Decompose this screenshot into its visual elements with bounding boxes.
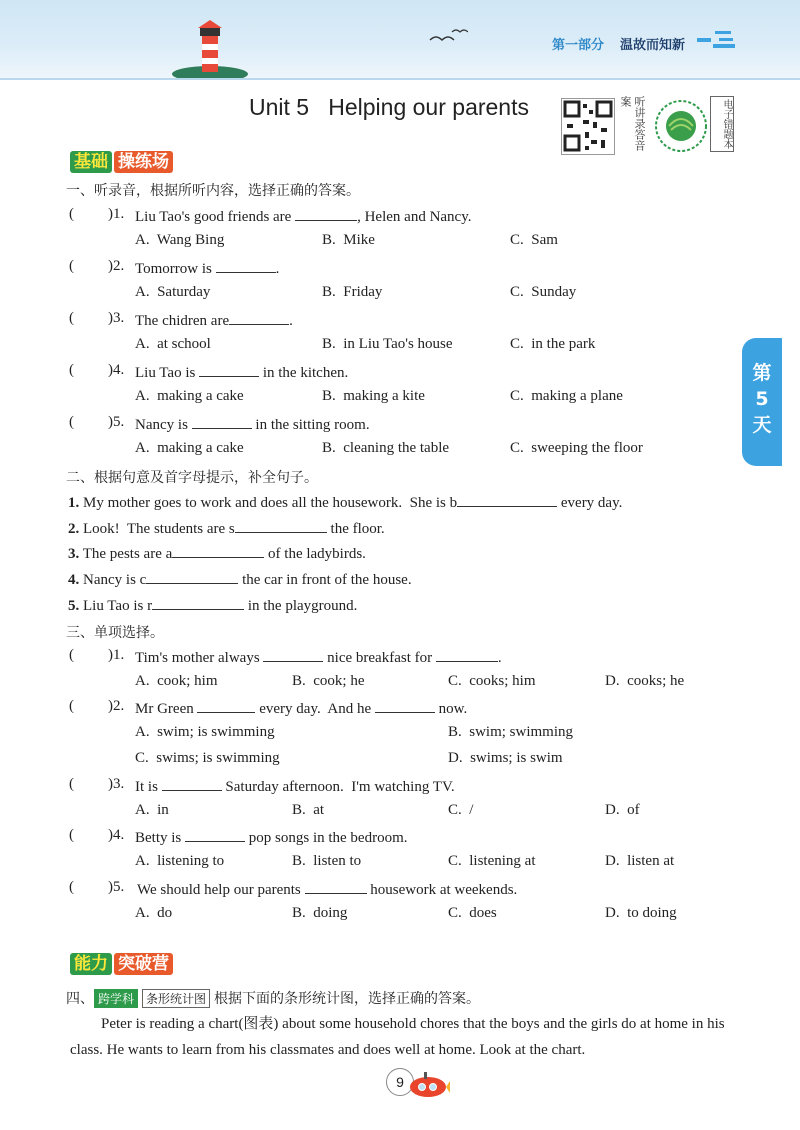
option-b[interactable]: B. doing — [292, 905, 348, 921]
lighthouse-icon — [170, 18, 250, 78]
question-number: )1. — [108, 206, 125, 222]
answer-blank[interactable] — [162, 776, 222, 791]
option-c[interactable]: C. Sunday — [510, 284, 577, 300]
answer-blank[interactable] — [305, 879, 367, 894]
question-text: Mr Green every day. And he now. — [135, 698, 467, 718]
question-text: Nancy is in the sitting room. — [135, 414, 370, 434]
option-c[interactable]: C. cooks; him — [448, 673, 536, 689]
option-c[interactable]: C. sweeping the floor — [510, 440, 643, 456]
option-b[interactable]: B. in Liu Tao's house — [322, 336, 453, 352]
answer-blank[interactable] — [436, 647, 498, 662]
answer-bracket[interactable]: ( — [69, 647, 74, 663]
question-text: It is Saturday afternoon. I'm watching TV. — [135, 776, 455, 796]
option-a[interactable]: A. listening to — [135, 853, 225, 869]
part4-heading-line — [66, 988, 480, 1008]
unit-title: Unit 5 Helping our parents — [249, 94, 529, 120]
question-number: )2. — [108, 698, 125, 714]
option-b[interactable]: B. cleaning the table — [322, 440, 450, 456]
option-a[interactable]: A. in — [135, 802, 169, 818]
answer-blank[interactable] — [457, 492, 557, 507]
question-text: We should help our parents housework at weekends. — [137, 879, 517, 899]
option-c[interactable]: C. / — [448, 802, 474, 818]
answer-blank[interactable] — [199, 362, 259, 377]
fill-item-2: 2. Look! The students are s the floor. — [68, 518, 385, 538]
answer-blank[interactable] — [375, 698, 435, 713]
tag-cross-subject: 跨学科 — [94, 989, 138, 1008]
tag-bar-chart: 条形统计图 — [142, 989, 210, 1008]
option-b[interactable]: B. Mike — [322, 232, 375, 248]
option-a[interactable]: A. cook; him — [135, 673, 218, 689]
answer-bracket[interactable]: ( — [69, 362, 74, 378]
answer-blank[interactable] — [172, 543, 264, 558]
option-a[interactable]: A. Wang Bing — [135, 232, 225, 248]
answer-blank[interactable] — [146, 569, 238, 584]
bird-icon — [428, 26, 468, 46]
part4-prefix: 四、 — [66, 991, 94, 1007]
part-mark-icon — [697, 28, 737, 50]
option-a[interactable]: A. making a cake — [135, 440, 244, 456]
fill-item-1: 1. My mother goes to work and does all the housework. She is b every day. — [68, 492, 622, 512]
listen-answer-label: 听讲录答音案 — [619, 96, 646, 151]
day-tab — [742, 338, 782, 466]
question-number: )4. — [108, 827, 125, 843]
question-number: )5. — [108, 414, 125, 430]
question-text: Liu Tao's good friends are , Helen and Nancy. — [135, 206, 472, 226]
banner-ability-a: 能力 — [70, 953, 112, 975]
answer-bracket[interactable]: ( — [69, 879, 74, 895]
answer-blank[interactable] — [263, 647, 323, 662]
option-b[interactable]: B. swim; swimming — [448, 724, 574, 740]
answer-blank[interactable] — [229, 310, 289, 325]
submarine-icon — [402, 1070, 450, 1100]
part2-heading: 二、根据句意及首字母提示，补全句子。 — [66, 470, 318, 486]
question-text: Tomorrow is . — [135, 258, 279, 278]
part4-heading: 根据下面的条形统计图，选择正确的答案。 — [214, 991, 481, 1007]
answer-blank[interactable] — [235, 518, 327, 533]
answer-blank[interactable] — [192, 414, 252, 429]
section-banner-basic — [70, 147, 173, 171]
watermelon-icon[interactable] — [655, 100, 707, 152]
question-text: Tim's mother always nice breakfast for . — [135, 647, 502, 667]
option-d[interactable]: D. swims; is swim — [448, 750, 563, 766]
option-c[interactable]: C. does — [448, 905, 497, 921]
option-a[interactable]: A. making a cake — [135, 388, 244, 404]
ebook-label: 电子错题本 — [710, 96, 734, 152]
answer-bracket[interactable]: ( — [69, 776, 74, 792]
answer-blank[interactable] — [197, 698, 255, 713]
banner-basic-a: 基础 — [70, 151, 112, 173]
fill-item-5: 5. Liu Tao is r in the playground. — [68, 595, 357, 615]
question-number: )3. — [108, 776, 125, 792]
question-number: )4. — [108, 362, 125, 378]
part1-heading: 一、听录音，根据所听内容，选择正确的答案。 — [66, 183, 360, 199]
option-d[interactable]: D. to doing — [605, 905, 677, 921]
option-a[interactable]: A. swim; is swimming — [135, 724, 275, 740]
answer-bracket[interactable]: ( — [69, 698, 74, 714]
option-b[interactable]: B. making a kite — [322, 388, 425, 404]
answer-bracket[interactable]: ( — [69, 827, 74, 843]
answer-bracket[interactable]: ( — [69, 206, 74, 222]
option-b[interactable]: B. listen to — [292, 853, 362, 869]
option-b[interactable]: B. cook; he — [292, 673, 365, 689]
question-number: )5. — [108, 879, 125, 895]
question-text: Betty is pop songs in the bedroom. — [135, 827, 408, 847]
option-a[interactable]: A. at school — [135, 336, 211, 352]
option-d[interactable]: D. cooks; he — [605, 673, 685, 689]
qr-code-icon[interactable] — [561, 98, 615, 155]
answer-bracket[interactable]: ( — [69, 414, 74, 430]
section-banner-ability — [70, 949, 173, 973]
answer-bracket[interactable]: ( — [69, 310, 74, 326]
answer-blank[interactable] — [295, 206, 357, 221]
banner-basic-b: 操练场 — [114, 151, 173, 173]
question-text: Liu Tao is in the kitchen. — [135, 362, 348, 382]
part3-heading: 三、单项选择。 — [66, 625, 164, 641]
option-b[interactable]: B. at — [292, 802, 325, 818]
banner-ability-b: 突破营 — [114, 953, 173, 975]
option-c[interactable]: C. listening at — [448, 853, 536, 869]
question-number: )3. — [108, 310, 125, 326]
option-c[interactable]: C. swims; is swimming — [135, 750, 280, 766]
part-title: 温故而知新 — [620, 37, 686, 52]
option-c[interactable]: C. Sam — [510, 232, 558, 248]
answer-blank[interactable] — [185, 827, 245, 842]
option-d[interactable]: D. listen at — [605, 853, 675, 869]
option-a[interactable]: A. do — [135, 905, 173, 921]
option-d[interactable]: D. of — [605, 802, 640, 818]
day-tab-label: 第5天 — [752, 362, 772, 436]
option-c[interactable]: C. in the park — [510, 336, 596, 352]
fill-item-3: 3. The pests are a of the ladybirds. — [68, 543, 366, 563]
page-number: 9 — [386, 1068, 414, 1096]
question-text: The chidren are . — [135, 310, 293, 330]
answer-blank[interactable] — [216, 258, 276, 273]
option-c[interactable]: C. making a plane — [510, 388, 623, 404]
question-number: )1. — [108, 647, 125, 663]
option-a[interactable]: A. Saturday — [135, 284, 211, 300]
part4-paragraph: Peter is reading a chart(图表) about some household chores that the boys and the girls do at home in his class. He wants to learn from his classmates and does well at home. Look at the chart. — [70, 1016, 725, 1058]
answer-blank[interactable] — [152, 595, 244, 610]
answer-bracket[interactable]: ( — [69, 258, 74, 274]
part-label: 第一部分 — [552, 37, 605, 52]
fill-item-4: 4. Nancy is c the car in front of the house. — [68, 569, 412, 589]
option-b[interactable]: B. Friday — [322, 284, 383, 300]
question-number: )2. — [108, 258, 125, 274]
